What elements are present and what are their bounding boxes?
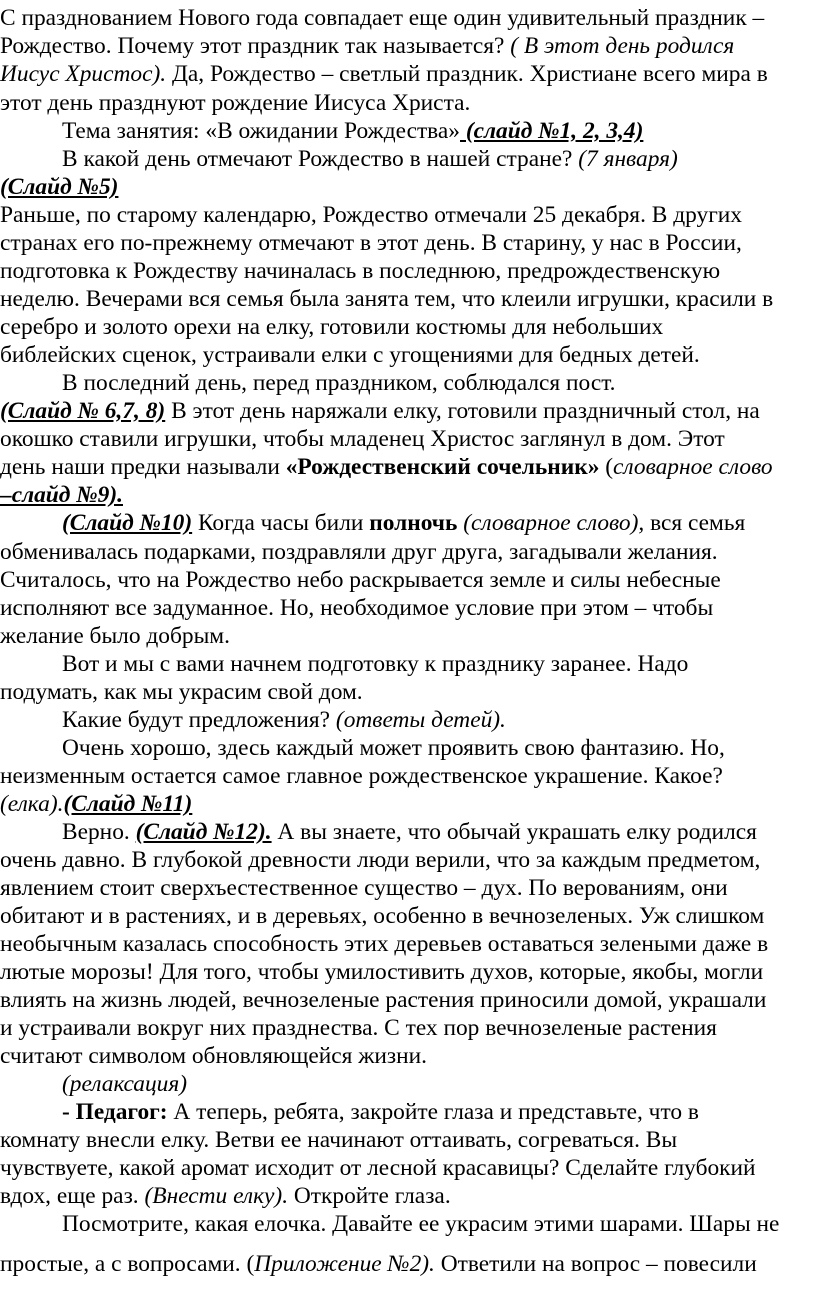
text-run: Рождество. Почему этот праздник так называется? <box>0 33 511 59</box>
text-line <box>0 874 728 902</box>
text-line <box>0 313 663 341</box>
text-line <box>0 341 700 369</box>
text-run: странах его по-прежнему отмечают в этот день. В старину, у нас в России, <box>0 230 742 256</box>
text-line <box>0 1154 756 1182</box>
text-line <box>0 32 734 60</box>
text-run: –слайд №9). <box>0 482 123 508</box>
text-line <box>0 60 768 88</box>
text-line <box>0 538 718 566</box>
text-run: Откройте глаза. <box>288 1183 451 1209</box>
text-run: окошко ставили игрушки, чтобы младенец Христос заглянул в дом. Этот <box>0 426 725 452</box>
text-run: (7 января) <box>578 146 678 172</box>
text-line <box>62 818 757 846</box>
text-run: Очень хорошо, здесь каждый может проявить свою фантазию. Но, <box>62 735 725 761</box>
text-line <box>0 173 118 201</box>
text-line <box>0 481 123 509</box>
text-line <box>62 706 506 734</box>
text-run: очень давно. В глубокой древности люди верили, что за каждым предметом, <box>0 847 761 873</box>
text-line <box>0 594 713 622</box>
text-run: (словарное слово), <box>463 510 645 536</box>
text-run: Считалось, что на Рождество небо раскрывается земле и силы небесные <box>0 567 721 593</box>
text-run: В какой день отмечают Рождество в нашей стране? <box>62 146 579 172</box>
text-line <box>0 1182 451 1210</box>
text-line <box>0 678 363 706</box>
text-line <box>0 397 760 425</box>
text-line <box>0 1042 427 1070</box>
text-line <box>62 734 725 762</box>
text-run: день наши предки называли <box>0 454 286 480</box>
text-line <box>0 229 742 257</box>
text-line <box>0 1250 757 1278</box>
text-run: А теперь, ребята, закройте глаза и представьте, что в <box>167 1099 699 1125</box>
text-line <box>0 1126 677 1154</box>
text-run: (слайд №1, 2, 3,4) <box>460 118 644 144</box>
text-run: ( В этот день родился <box>510 33 735 59</box>
text-run: «Рождественский сочельник» <box>285 454 600 480</box>
text-line <box>62 1098 699 1126</box>
text-run: простые, а с вопросами. ( <box>0 1251 255 1277</box>
text-run: (Слайд №12). <box>135 819 272 845</box>
text-run: библейских сценок, устраивали елки с угощениями для бедных детей. <box>0 342 700 368</box>
text-run: Вот и мы с вами начнем подготовку к празднику заранее. Надо <box>62 651 689 677</box>
text-run: этот день празднуют рождение Иисуса Христа. <box>0 90 471 116</box>
text-run: словарное слово <box>613 454 773 480</box>
text-run: обитают и в растениях, и в деревьях, особенно в вечнозеленых. Уж слишком <box>0 903 765 929</box>
text-run: неделю. Вечерами вся семья была занята тем, что клеили игрушки, красили в <box>0 286 774 312</box>
text-line <box>0 790 192 818</box>
text-run: Приложение №2). <box>254 1251 435 1277</box>
text-run: Раньше, по старому календарю, Рождество отмечали 25 декабря. В других <box>0 202 743 228</box>
text-run: Посмотрите, какая елочка. Давайте ее украсим этими шарами. Шары не <box>62 1211 780 1237</box>
text-run: Когда часы били <box>192 510 370 536</box>
text-line <box>0 930 768 958</box>
text-run: считают символом обновляющейся жизни. <box>0 1043 428 1069</box>
text-line <box>62 650 688 678</box>
text-run: влиять на жизнь людей, вечнозеленые растения приносили домой, украшали <box>0 987 767 1013</box>
text-line <box>62 369 616 397</box>
text-run: (релаксация) <box>62 1071 188 1097</box>
text-run: полночь <box>369 510 458 536</box>
text-run: явлением стоит сверхъестественное существо – дух. По верованиям, они <box>0 875 728 901</box>
text-run: (Внести елку). <box>144 1183 289 1209</box>
text-run: А вы знаете, что обычай украшать елку родился <box>271 819 757 845</box>
text-line <box>0 846 760 874</box>
text-run: Какие будут предложения? <box>62 707 336 733</box>
text-run: (Слайд №10) <box>62 510 193 536</box>
text-line <box>62 1210 779 1238</box>
text-run: - Педагог: <box>62 1099 168 1125</box>
text-run: серебро и золото орехи на елку, готовили костюмы для небольших <box>0 314 664 340</box>
text-line <box>0 1014 717 1042</box>
text-run: Тема занятия: «В ожидании Рождества» <box>62 118 460 144</box>
text-line <box>0 762 723 790</box>
text-run: Ответили на вопрос – повесили <box>434 1251 757 1277</box>
text-run: (Слайд №5) <box>0 174 119 200</box>
text-run: вдох, еще раз. <box>0 1183 145 1209</box>
text-line <box>0 566 721 594</box>
text-line <box>0 622 230 650</box>
text-run: ( <box>599 454 614 480</box>
text-run: и устраивали вокруг них празднества. С тех пор вечнозеленые растения <box>0 1015 717 1041</box>
text-run: В последний день, перед праздником, соблюдался пост. <box>62 370 616 396</box>
text-run: (Слайд №11) <box>63 791 193 817</box>
text-run: В этот день наряжали елку, готовили праздничный стол, на <box>165 398 760 424</box>
text-run: исполняют все задуманное. Но, необходимое условие при этом – чтобы <box>0 595 714 621</box>
text-run: обменивалась подарками, поздравляли друг друга, загадывали желания. <box>0 539 718 565</box>
text-line <box>0 958 763 986</box>
text-run: Верно. <box>62 819 136 845</box>
text-run: необычным казалась способность этих деревьев оставаться зелеными даже в <box>0 931 769 957</box>
text-line <box>0 4 764 32</box>
text-run: лютые морозы! Для того, чтобы умилостивить духов, которые, якобы, могли <box>0 959 764 985</box>
text-run: Иисус Христос). <box>0 61 167 87</box>
text-line <box>0 89 470 117</box>
text-line <box>0 257 720 285</box>
text-run: комнату внесли елку. Ветви ее начинают оттаивать, согреваться. Вы <box>0 1127 678 1153</box>
text-run: (елка). <box>0 791 64 817</box>
text-line <box>62 509 745 537</box>
text-line <box>62 117 643 145</box>
text-run: вся семья <box>644 510 746 536</box>
text-line <box>0 902 764 930</box>
text-run: (Слайд № 6,7, 8) <box>0 398 166 424</box>
text-line <box>62 1070 187 1098</box>
text-run: неизменным остается самое главное рождественское украшение. Какое? <box>0 763 723 789</box>
text-line <box>0 201 742 229</box>
text-run: Да, Рождество – светлый праздник. Христиане всего мира в <box>166 61 768 87</box>
text-line <box>0 425 725 453</box>
text-run: С празднованием Нового года совпадает еще один удивительный праздник – <box>0 5 765 31</box>
text-line <box>62 145 678 173</box>
text-run: подумать, как мы украсим свой дом. <box>0 679 363 705</box>
text-run: желание было добрым. <box>0 623 230 649</box>
text-run: чувствуете, какой аромат исходит от лесной красавицы? Сделайте глубокий <box>0 1155 756 1181</box>
text-run: подготовка к Рождеству начиналась в последнюю, предрождественскую <box>0 258 721 284</box>
text-line <box>0 285 773 313</box>
text-line <box>0 986 766 1014</box>
text-run: (ответы детей). <box>335 707 506 733</box>
text-line <box>0 453 773 481</box>
